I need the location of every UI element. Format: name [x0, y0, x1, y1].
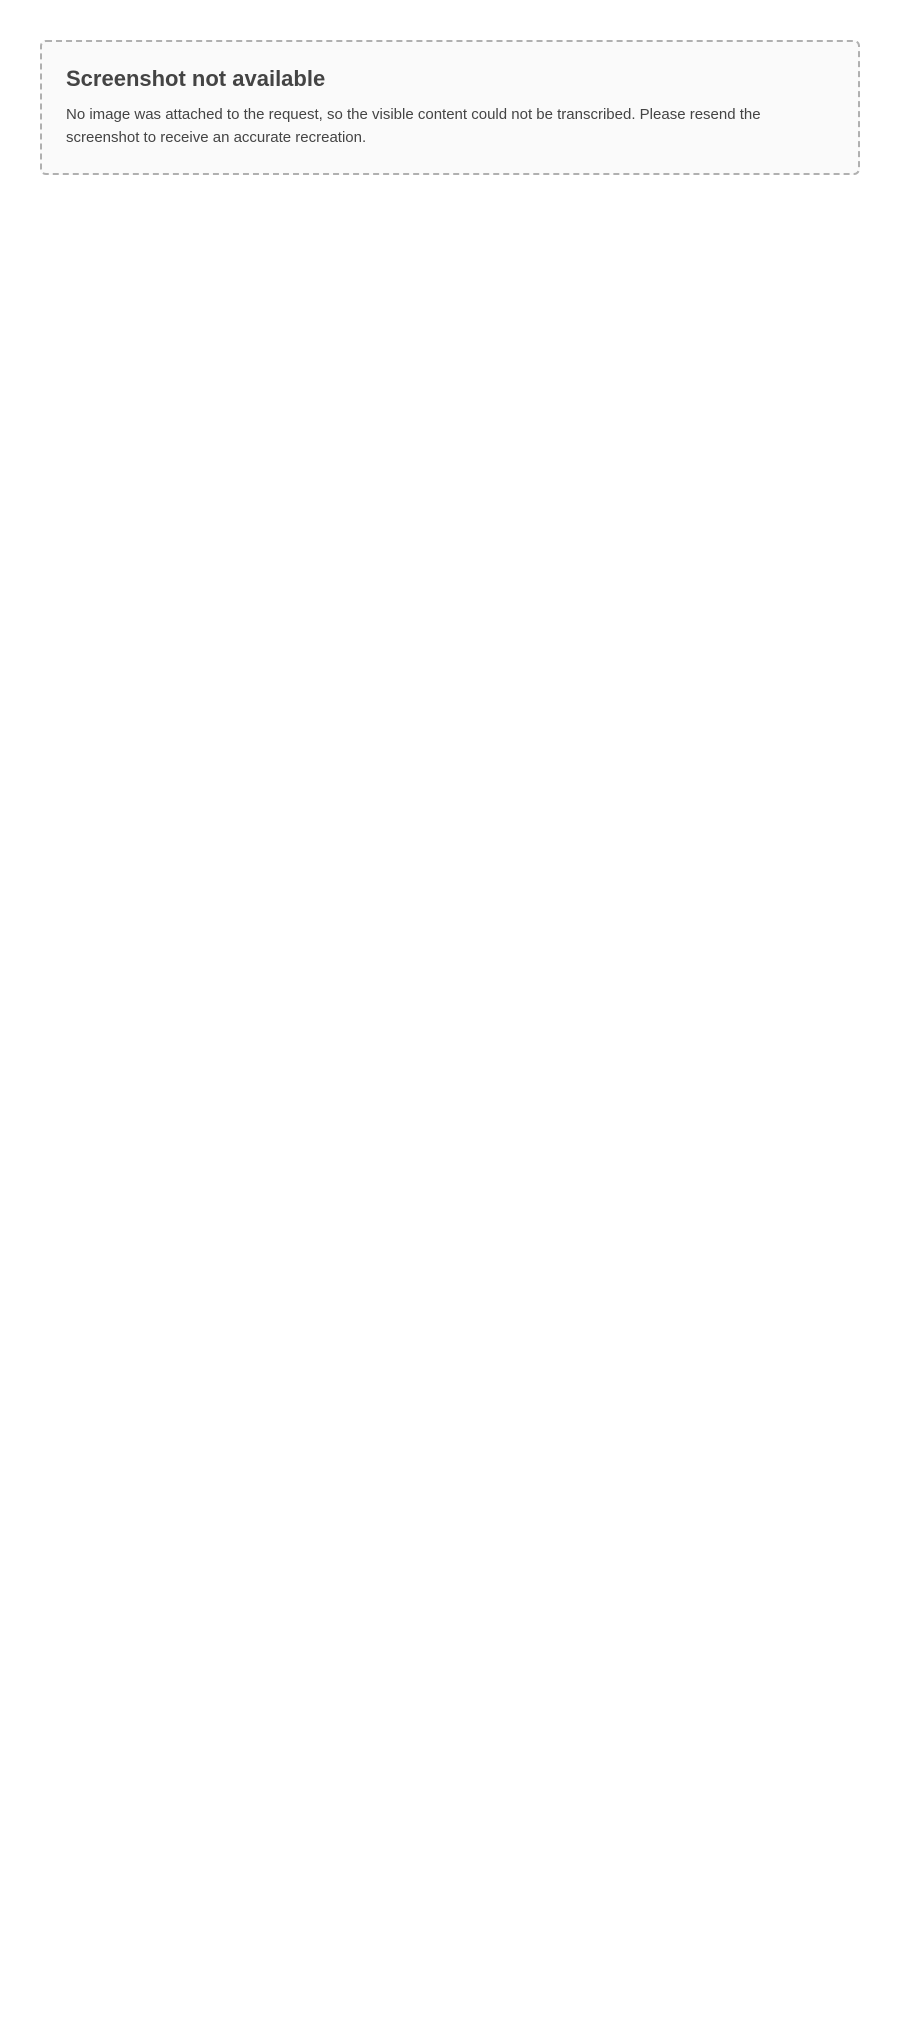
notice-message: No image was attached to the request, so the visible content could not be transcribed. Please resend the screenshot to receive an accurate recreation.	[66, 106, 761, 146]
missing-image-notice	[40, 40, 860, 175]
notice-heading: Screenshot not available	[66, 66, 326, 91]
